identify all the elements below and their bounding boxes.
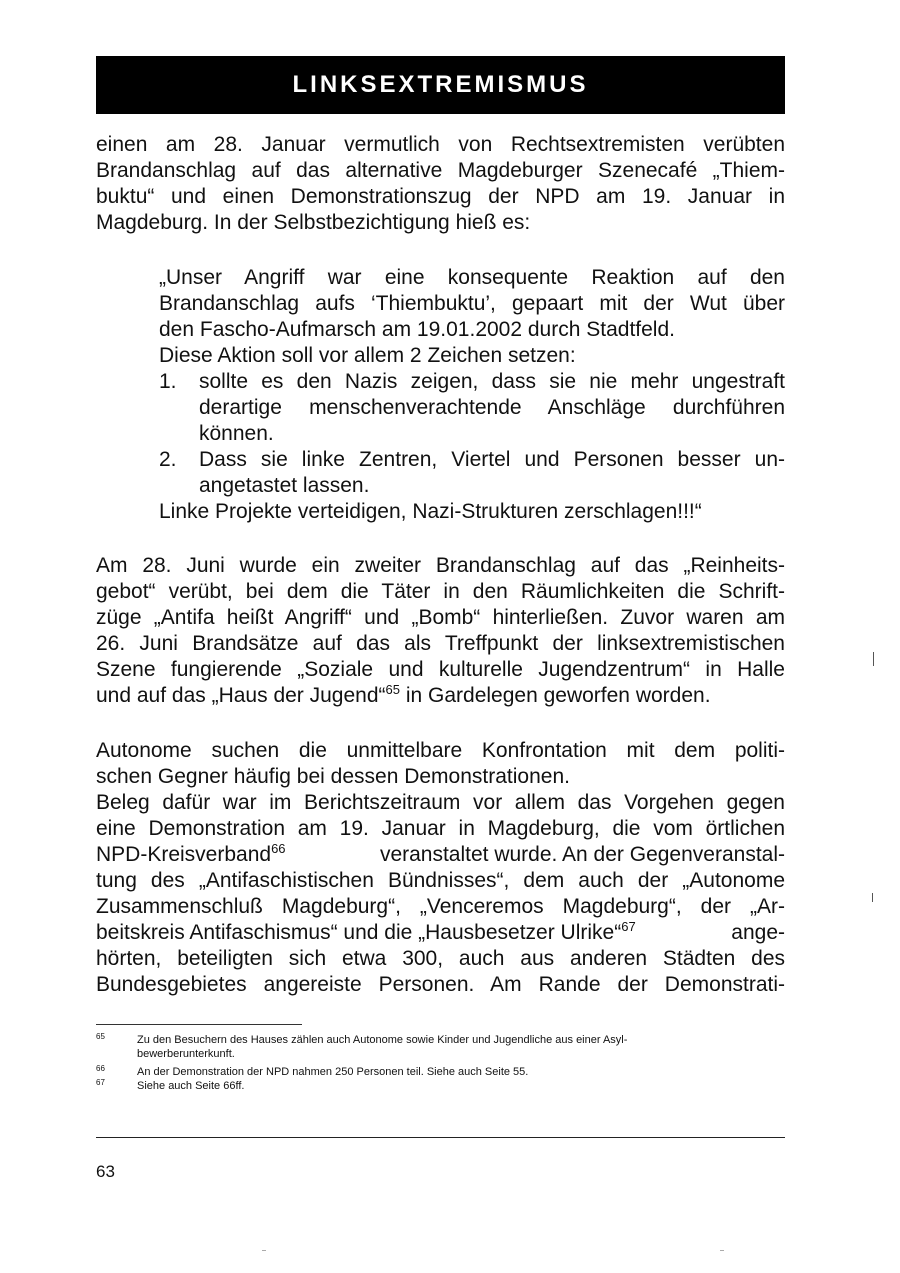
footnote-number: 66: [96, 1064, 105, 1073]
text-fragment: NPD-Kreisverband: [96, 843, 272, 866]
text-fragment: ange-: [731, 921, 785, 944]
page-footer-rule: [96, 1137, 785, 1138]
quote-list-item: [159, 369, 785, 447]
quote-line: angetastet lassen.: [199, 474, 370, 497]
text-fragment: [96, 842, 286, 868]
list-number: 2.: [159, 448, 177, 471]
text-fragment: beitskreis Antifaschismus“ und die „Hausbesetzer Ulrike“: [96, 921, 622, 944]
text-fragment: [96, 920, 636, 946]
text-line: Szene fungierende „Soziale und kulturelle Jugendzentrum“ in Halle: [96, 658, 785, 681]
quote-block: [159, 265, 785, 525]
footnotes: [96, 1033, 785, 1093]
text-fragment: in Gardelegen geworfen worden.: [400, 684, 711, 707]
quote-list-item: [159, 447, 785, 499]
text-fragment: veranstaltet wurde. An der Gegenveranstal-: [379, 843, 785, 866]
text-line: Brandanschlag auf das alternative Magdeburger Szenecafé „Thiem-: [96, 159, 785, 182]
text-line: Magdeburg. In der Selbstbezichtigung hieß es:: [96, 211, 531, 234]
footnote: [96, 1033, 785, 1061]
quote-line: „Unser Angriff war eine konsequente Reaktion auf den: [159, 266, 785, 289]
scan-speck: [262, 1250, 266, 1251]
text-line: Bundesgebietes angereiste Personen. Am Rande der Demonstrati-: [96, 973, 785, 996]
text-line: gebot“ verübt, bei dem die Täter in den Räumlichkeiten die Schrift-: [96, 580, 785, 603]
paragraph-1: [96, 132, 785, 236]
text-fragment: und auf das „Haus der Jugend“: [96, 684, 386, 707]
footnote-ref: 65: [385, 682, 400, 697]
text-line: schen Gegner häufig bei dessen Demonstrationen.: [96, 765, 570, 788]
footnote: [96, 1065, 785, 1079]
footnote: [96, 1079, 785, 1093]
text-line: tung des „Antifaschistischen Bündnisses“, dem auch der „Autonome: [96, 869, 785, 892]
footnote-line: Siehe auch Seite 66ff.: [137, 1080, 245, 1092]
footnote-line: bewerberunterkunft.: [137, 1048, 235, 1060]
chapter-title: LINKSEXTREMISMUS: [292, 71, 589, 98]
footnote-ref: 66: [271, 841, 286, 856]
text-line: Am 28. Juni wurde ein zweiter Brandanschlag auf das „Reinheits-: [96, 554, 785, 577]
quote-line: Diese Aktion soll vor allem 2 Zeichen setzen:: [159, 344, 576, 367]
text-line: buktu“ und einen Demonstrationszug der NPD am 19. Januar in: [96, 185, 785, 208]
paragraph-3: [96, 738, 785, 998]
text-line: eine Demonstration am 19. Januar in Magdeburg, die vom örtlichen: [96, 817, 785, 840]
quote-line: Dass sie linke Zentren, Viertel und Personen besser un-: [199, 448, 785, 471]
text-line: hörten, beteiligten sich etwa 300, auch aus anderen Städten des: [96, 947, 785, 970]
text-line: 26. Juni Brandsätze auf das als Treffpunkt der linksextremistischen: [96, 632, 785, 655]
scan-speck: [872, 893, 873, 902]
text-line: Zusammenschluß Magdeburg“, „Venceremos Magdeburg“, der „Ar-: [96, 895, 785, 918]
footnote-ref: 67: [621, 919, 636, 934]
footnote-separator: [96, 1024, 302, 1025]
footnote-number: 65: [96, 1032, 105, 1041]
scan-speck: [873, 652, 874, 666]
quote-line: derartige menschenverachtende Anschläge durchführen: [199, 396, 785, 419]
quote-line: den Fascho-Aufmarsch am 19.01.2002 durch Stadtfeld.: [159, 318, 675, 341]
quote-line: Brandanschlag aufs ‘Thiembuktu’, gepaart mit der Wut über: [159, 292, 785, 315]
footnote-line: An der Demonstration der NPD nahmen 250 Personen teil. Siehe auch Seite 55.: [137, 1066, 529, 1078]
paragraph-2: [96, 553, 785, 709]
quote-line: können.: [199, 422, 274, 445]
text-line: [96, 842, 785, 868]
list-number: 1.: [159, 370, 177, 393]
quote-closing: Linke Projekte verteidigen, Nazi-Strukturen zerschlagen!!!“: [159, 500, 702, 523]
text-line: einen am 28. Januar vermutlich von Rechtsextremisten verübten: [96, 133, 785, 156]
footnote-line: Zu den Besuchern des Hauses zählen auch Autonome sowie Kinder und Jugendliche aus einer Asyl-: [137, 1034, 628, 1046]
text-line: [96, 920, 785, 946]
text-line: Beleg dafür war im Berichtszeitraum vor allem das Vorgehen gegen: [96, 791, 785, 814]
footnote-number: 67: [96, 1078, 105, 1087]
page-number: 63: [96, 1162, 115, 1181]
text-line: Autonome suchen die unmittelbare Konfrontation mit dem politi-: [96, 739, 785, 762]
text-line: züge „Antifa heißt Angriff“ und „Bomb“ hinterließen. Zuvor waren am: [96, 606, 785, 629]
chapter-header: [96, 56, 785, 114]
quote-line: sollte es den Nazis zeigen, dass sie nie mehr ungestraft: [199, 370, 785, 393]
text-line: [96, 683, 785, 709]
scan-speck: [720, 1250, 724, 1251]
